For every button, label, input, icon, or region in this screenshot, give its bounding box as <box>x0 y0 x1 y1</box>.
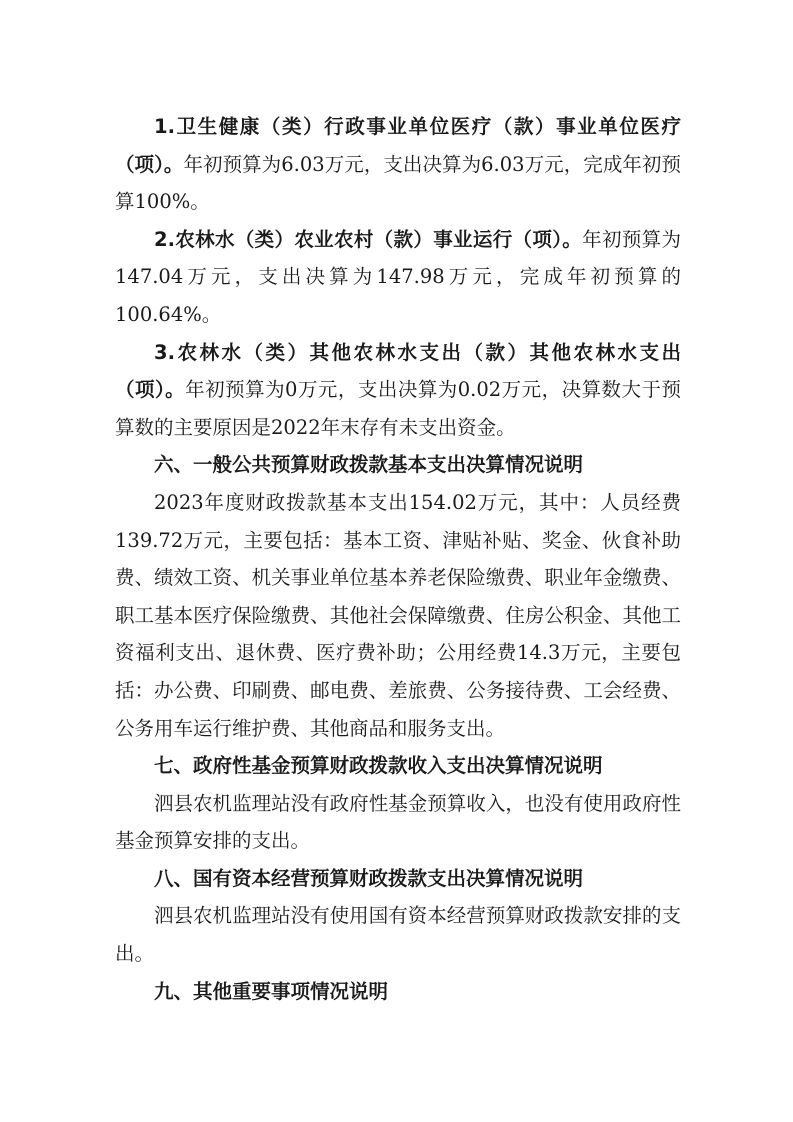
section-8-heading: 八、国有资本经营预算财政拨款支出决算情况说明 <box>154 866 584 890</box>
budget-item-3-title: 3.农林水（类）其他农林水支出（款）其他农林水支出（项）。 <box>115 340 681 402</box>
section-7-heading: 七、政府性基金预算财政拨款收入支出决算情况说明 <box>154 754 603 778</box>
section-6-heading: 六、一般公共预算财政拨款基本支出决算情况说明 <box>154 453 584 477</box>
budget-item-3 <box>115 334 681 447</box>
budget-item-1-text: 年初预算为6.03万元，支出决算为6.03万元，完成年初预算100%。 <box>115 152 681 214</box>
section-9-heading: 九、其他重要事项情况说明 <box>154 979 389 1003</box>
budget-item-2-text: 年初预算为147.04万元，支出决算为147.98万元，完成年初预算的100.64%。 <box>115 227 681 326</box>
budget-item-1-title: 1.卫生健康（类）行政事业单位医疗（款）事业单位医疗（项）。 <box>115 115 681 176</box>
budget-item-1 <box>115 108 681 221</box>
document-body <box>115 108 681 1010</box>
budget-item-3-text: 年初预算为0万元，支出决算为0.02万元，决算数大于预算数的主要原因是2022年末存有未支出资金。 <box>115 378 681 439</box>
section-8-body: 泗县农机监理站没有使用国有资本经营预算财政拨款安排的支出。 <box>115 904 681 966</box>
section-6-body: 2023年度财政拨款基本支出154.02万元，其中：人员经费139.72万元，主要包括：基本工资、津贴补贴、奖金、伙食补助费、绩效工资、机关事业单位基本养老保险缴费、职业年金缴费、职工基本医疗保险缴费、其他社会保障缴费、住房公积金、其他工资福利支出、退休费、医疗费补助；公用经费14.3万元，主要包括：办公费、印刷费、邮电费、差旅费、公务接待费、工会经费、公务用车运行维护费、其他商品和服务支出。 <box>115 490 681 740</box>
budget-item-2 <box>115 221 681 334</box>
budget-item-2-title: 2.农林水（类）农业农村（款）事业运行（项）。 <box>154 227 583 251</box>
section-7-body: 泗县农机监理站没有政府性基金预算收入，也没有使用政府性基金预算安排的支出。 <box>115 791 681 853</box>
